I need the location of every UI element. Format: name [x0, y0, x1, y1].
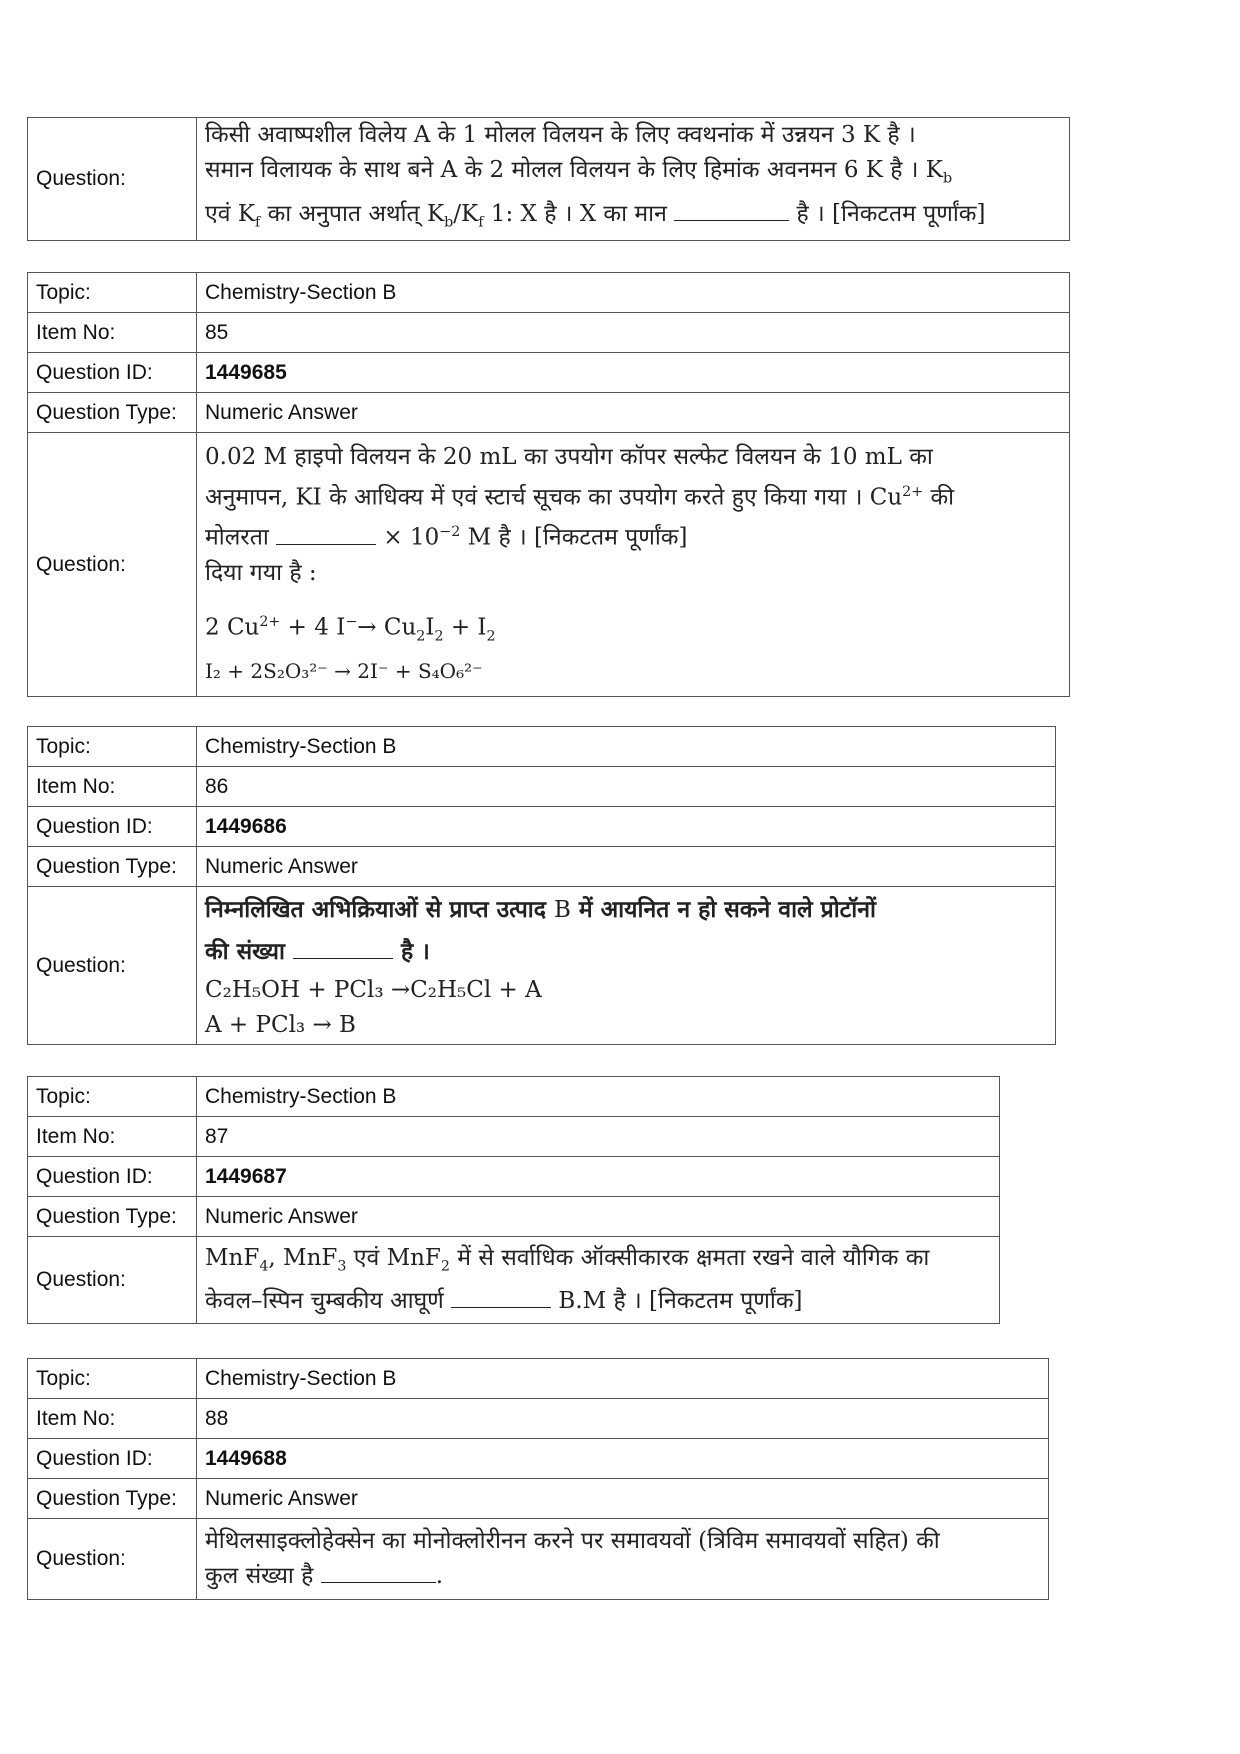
- answer-blank: [674, 197, 789, 221]
- question-table-85: [27, 272, 1070, 697]
- question-id-value: 1449688: [197, 1439, 1049, 1479]
- question-type-label: Question Type:: [28, 1197, 197, 1237]
- question-label: Question:: [28, 1519, 197, 1600]
- item-no-value: 86: [197, 767, 1056, 807]
- question-text: 0.02 M हाइपो विलयन के 20 mL का उपयोग कॉपर सल्फेट विलयन के 10 mL का अनुमापन, KI के आधिक्य में एवं स्टार्च सूचक का उपयोग करते हुए किया गया । $Cu^{2+}$ की मोलरता × $10^{-2}$ M है । [निकटतम पूर्णांक] दिया गया है : 2 $Cu^{2+} + 4$ $I^-\to Cu_2I_2 + I_2$ I₂ + 2S₂O₃²⁻ → 2I⁻ + S₄O₆²⁻: [197, 433, 1070, 697]
- question-type-value: Numeric Answer: [197, 1197, 1000, 1237]
- question-id-value: 1449687: [197, 1157, 1000, 1197]
- question-table-86: [27, 726, 1056, 1045]
- item-no-value: 85: [197, 313, 1070, 353]
- item-no-value: 88: [197, 1399, 1049, 1439]
- answer-blank: [451, 1284, 551, 1308]
- question-text: निम्नलिखित अभिक्रियाओं से प्राप्त उत्पाद B में आयनित न हो सकने वाले प्रोटॉनों की संख्या है । C₂H₅OH + PCl₃ →C₂H₅Cl + A A + PCl₃ → B: [197, 887, 1056, 1045]
- equation: 2 $Cu^{2+} + 4$ $I^-\to Cu_2I_2 + I_2$: [205, 614, 496, 645]
- question-type-value: Numeric Answer: [197, 1479, 1049, 1519]
- question-label: Question:: [28, 118, 197, 241]
- item-no-label: Item No:: [28, 1117, 197, 1157]
- question-label: Question:: [28, 433, 197, 697]
- question-id-label: Question ID:: [28, 1439, 197, 1479]
- question-type-value: Numeric Answer: [197, 393, 1070, 433]
- equation: C₂H₅OH + PCl₃ →C₂H₅Cl + A: [205, 976, 542, 1003]
- equation: I₂ + 2S₂O₃²⁻ → 2I⁻ + S₄O₆²⁻: [205, 659, 483, 684]
- question-type-label: Question Type:: [28, 393, 197, 433]
- question-id-label: Question ID:: [28, 1157, 197, 1197]
- question-table-88: [27, 1358, 1049, 1600]
- item-no-label: Item No:: [28, 313, 197, 353]
- topic-value: Chemistry-Section B: [197, 1359, 1049, 1399]
- topic-value: Chemistry-Section B: [197, 1077, 1000, 1117]
- question-text: MnF$_4$, MnF$_3$ एवं MnF$_2$ में से सर्वाधिक ऑक्सीकारक क्षमता रखने वाले यौगिक का केवल–स्पिन चुम्बकीय आघूर्ण B.M है । [निकटतम पूर्णांक]: [197, 1237, 1000, 1324]
- question-text: मेथिलसाइक्लोहेक्सेन का मोनोक्लोरीनन करने पर समावयवों (त्रिविम समावयवों सहित) की कुल संख्या है .: [197, 1519, 1049, 1600]
- question-label: Question:: [28, 1237, 197, 1324]
- question-id-label: Question ID:: [28, 807, 197, 847]
- topic-label: Topic:: [28, 727, 197, 767]
- question-type-value: Numeric Answer: [197, 847, 1056, 887]
- equation: A + PCl₃ → B: [205, 1011, 356, 1038]
- question-table-84: [27, 117, 1070, 241]
- question-type-label: Question Type:: [28, 1479, 197, 1519]
- topic-value: Chemistry-Section B: [197, 273, 1070, 313]
- question-id-value: 1449686: [197, 807, 1056, 847]
- item-no-label: Item No:: [28, 767, 197, 807]
- answer-blank: [321, 1559, 436, 1583]
- question-id-label: Question ID:: [28, 353, 197, 393]
- question-table-87: [27, 1076, 1000, 1324]
- answer-blank: [276, 521, 376, 545]
- answer-blank: [293, 935, 393, 959]
- topic-label: Topic:: [28, 273, 197, 313]
- topic-value: Chemistry-Section B: [197, 727, 1056, 767]
- item-no-label: Item No:: [28, 1399, 197, 1439]
- question-type-label: Question Type:: [28, 847, 197, 887]
- topic-label: Topic:: [28, 1077, 197, 1117]
- topic-label: Topic:: [28, 1359, 197, 1399]
- question-text: किसी अवाष्पशील विलेय A के 1 मोलल विलयन के लिए क्वथनांक में उन्नयन 3 K है । समान विलायक के साथ बने A के 2 मोलल विलयन के लिए हिमांक अवनमन 6 K है । $K_b$ एवं $K_f$ का अनुपात अर्थात् $K_b/K_f$ 1: X है । X का मान है । [निकटतम पूर्णांक]: [197, 118, 1070, 241]
- item-no-value: 87: [197, 1117, 1000, 1157]
- question-label: Question:: [28, 887, 197, 1045]
- question-id-value: 1449685: [197, 353, 1070, 393]
